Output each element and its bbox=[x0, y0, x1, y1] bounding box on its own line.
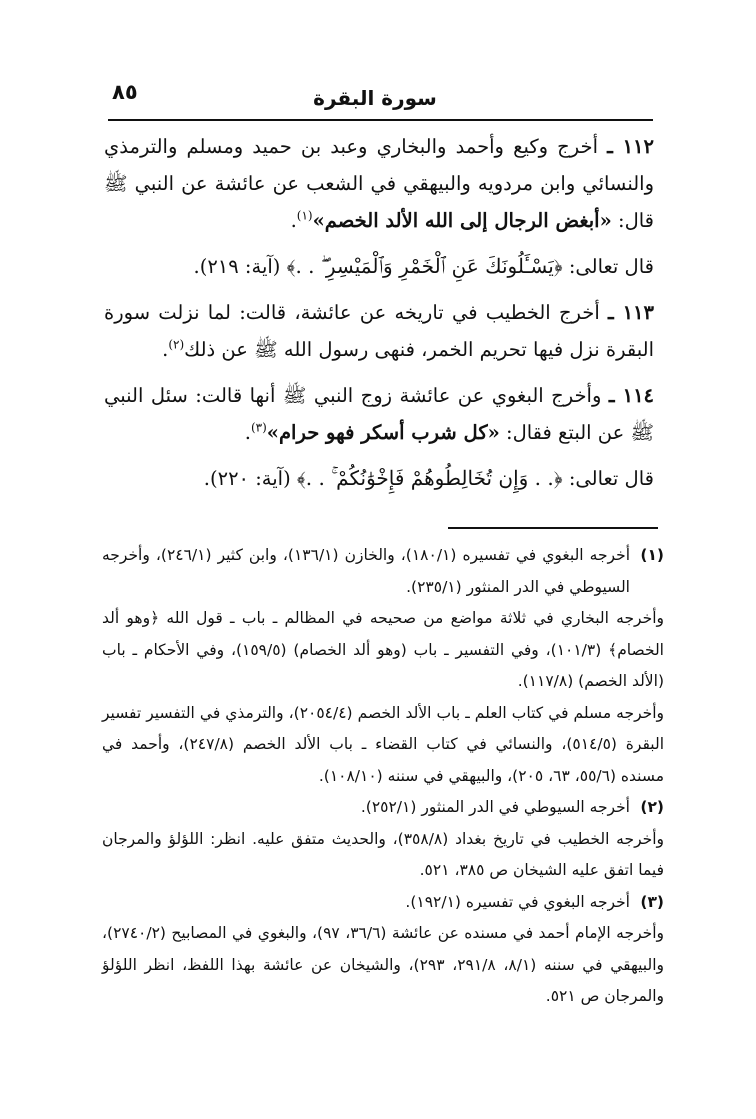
quran-verse: ﴿. . وَإِن تُخَالِطُوهُمْ فَإِخْوَٰنُكُمْ ۚ . .﴾ bbox=[296, 466, 563, 490]
page-number: ٨٥ bbox=[112, 80, 138, 104]
footnote-ref: (٢) bbox=[168, 337, 185, 352]
entry-text: وأخرج البغوي عن عائشة زوج النبي ﷺ أنها قالت: سئل النبي ﷺ عن البتع فقال: bbox=[104, 384, 654, 444]
footnote-2 bbox=[102, 792, 664, 887]
footnote-paragraph: أخرجه السيوطي في الدر المنثور (٢٥٢/١). bbox=[360, 798, 630, 816]
entry-text: أخرج الخطيب في تاريخه عن عائشة، قالت: لما نزلت سورة البقرة نزل فيها تحريم الخمر، فنهى رسول الله ﷺ عن ذلك bbox=[104, 301, 654, 361]
entry-end: . bbox=[162, 338, 169, 361]
entry-113 bbox=[104, 294, 654, 368]
footnote-paragraph: وأخرجه مسلم في كتاب العلم ـ باب الألد الخصم (٢٠٥٤/٤)، والترمذي في التفسير تفسير البقرة (٥١٤/٥)، والنسائي في كتاب القضاء ـ باب الألد الخصم (٢٤٧/٨)، وأحمد في مسنده (٥٥/٦، ٦٣، ٢٠٥)، والبيهقي في سننه (١٠٨/١٠). bbox=[102, 703, 665, 785]
footnote-paragraph: أخرجه البغوي في تفسيره (١٩٢/١). bbox=[405, 892, 630, 911]
entry-number: ١١٣ ـ bbox=[608, 301, 654, 324]
quran-verse: ﴿يَسْـَٔلُونَكَ عَنِ ٱلْخَمْرِ وَٱلْمَيْسِرِ ۖ . .﴾ bbox=[286, 254, 563, 278]
footnote-paragraph: وأخرجه الإمام أحمد في مسنده عن عائشة (٣٦/٦، ٩٧)، والبغوي في المصابيح (٢٧٤٠/٢)، والبيهقي في سننه (٨/١، ٢٩١/٨، ٢٩٣)، والشيخان عن عائشة بهذا اللفظ، انظر اللؤلؤ والمرجان ص ٥٢١. bbox=[102, 924, 665, 1005]
footnote-paragraph: وأخرجه البخاري في ثلاثة مواضع من صحيحه في المظالم ـ باب ـ قول الله ﴿وهو ألد الخصام﴾ (١٠١/٣)، وفي التفسير ـ باب (وهو ألد الخصام) (١٥٩/٥)، وفي الأحكام ـ باب (الألد الخصم) (١١٧/٨). bbox=[102, 609, 664, 690]
footnote-body bbox=[102, 887, 665, 1013]
running-title: سورة البقرة bbox=[313, 86, 437, 110]
footnote-marker: (١) bbox=[640, 546, 664, 564]
footnote-ref: (١) bbox=[296, 208, 313, 223]
entry-end: . bbox=[244, 421, 251, 444]
aya-number: (آية: ٢١٩). bbox=[193, 255, 287, 278]
footnote-3 bbox=[102, 887, 664, 1013]
hadith-quote: «كل شرب أسكر فهو حرام» bbox=[266, 421, 500, 444]
hadith-quote: «أبغض الرجال إلى الله الألد الخصم» bbox=[312, 209, 612, 232]
main-text bbox=[104, 128, 654, 506]
footnotes bbox=[102, 540, 664, 1013]
verse-219 bbox=[104, 248, 654, 285]
footnote-1 bbox=[102, 540, 664, 792]
aya-number: (آية: ٢٢٠). bbox=[203, 467, 297, 490]
footnote-body bbox=[102, 792, 664, 887]
entry-end: . bbox=[290, 209, 297, 232]
header-rule bbox=[108, 119, 653, 121]
verse-lead: قال تعالى: bbox=[562, 467, 654, 490]
footnote-paragraph: أخرجه البغوي في تفسيره (١٨٠/١)، والخازن (١٣٦/١)، وابن كثير (٢٤٦/١)، وأخرجه السيوطي في الدر المنثور (٢٣٥/١). bbox=[102, 546, 631, 596]
footnote-body bbox=[102, 540, 665, 792]
entry-text: أخرج وكيع وأحمد والبخاري وعبد بن حميد ومسلم والترمذي والنسائي وابن مردويه والبيهقي في الشعب عن عائشة عن النبي ﷺ قال: bbox=[104, 135, 654, 232]
verse-220 bbox=[104, 460, 654, 497]
footnote-ref: (٣) bbox=[250, 420, 267, 435]
footnote-separator bbox=[448, 527, 658, 529]
footnote-marker: (٢) bbox=[640, 798, 664, 816]
footnote-marker: (٣) bbox=[640, 892, 664, 911]
entry-114 bbox=[104, 377, 654, 451]
verse-lead: قال تعالى: bbox=[562, 255, 654, 278]
entry-number: ١١٢ ـ bbox=[607, 135, 654, 158]
entry-112 bbox=[104, 128, 654, 239]
footnote-paragraph: وأخرجه الخطيب في تاريخ بغداد (٣٥٨/٨)، والحديث متفق عليه. انظر: اللؤلؤ والمرجان فيما اتفق عليه الشيخان ص ٣٨٥، ٥٢١. bbox=[102, 829, 664, 879]
entry-number: ١١٤ ـ bbox=[608, 384, 655, 407]
